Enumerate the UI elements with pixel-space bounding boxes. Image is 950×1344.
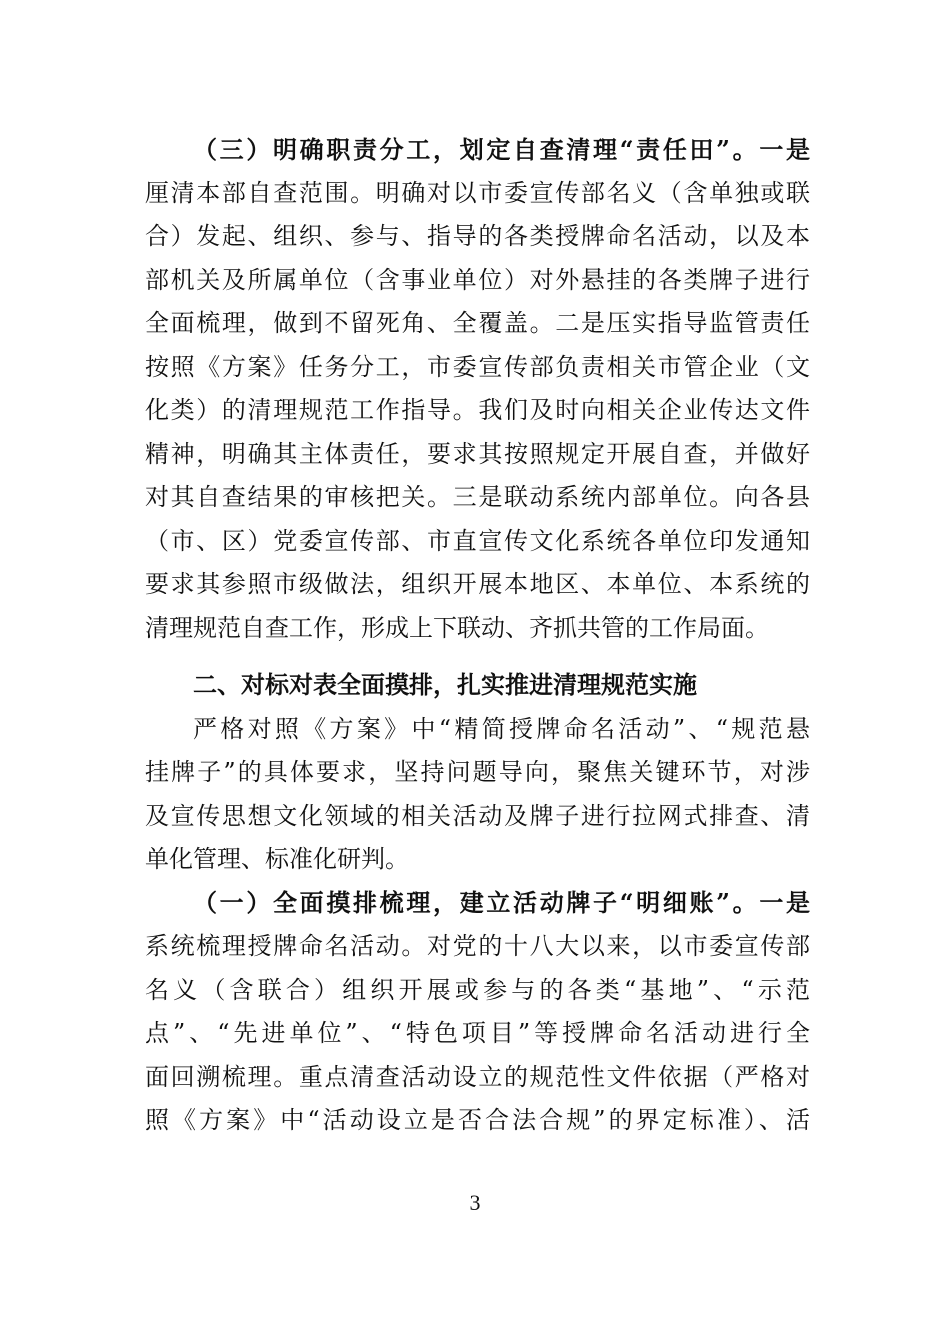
body-line: 厘清本部自查范围。明确对以市委宣传部名义（含单独或联: [145, 179, 810, 207]
body-line: 精神，明确其主体责任，要求其按照规定开展自查，并做好: [145, 440, 810, 468]
paragraph-3-heading-line: （三）明确职责分工，划定自查清理“责任田”。一是: [193, 135, 810, 164]
body-line: 按照《方案》任务分工，市委宣传部负责相关市管企业（文: [145, 353, 810, 381]
body-line: 化类）的清理规范工作指导。我们及时向相关企业传达文件: [145, 396, 810, 424]
body-line: 挂牌子”的具体要求，坚持问题导向，聚焦关键环节，对涉: [145, 758, 810, 786]
body-line: 单化管理、标准化研判。: [145, 845, 409, 873]
body-line: 点”、“先进单位”、“特色项目”等授牌命名活动进行全: [145, 1019, 810, 1047]
page-number: 3: [469, 1190, 481, 1215]
body-line: 系统梳理授牌命名活动。对党的十八大以来，以市委宣传部: [145, 932, 810, 960]
body-line: （市、区）党委宣传部、市直宣传文化系统各单位印发通知: [145, 527, 810, 555]
body-line: 及宣传思想文化领域的相关活动及牌子进行拉网式排查、清: [145, 802, 810, 830]
section-heading: 二、对标对表全面摸排，扎实推进清理规范实施: [193, 670, 697, 699]
body-line: 面回溯梳理。重点清查活动设立的规范性文件依据（严格对: [145, 1063, 810, 1091]
body-line: 对其自查结果的审核把关。三是联动系统内部单位。向各县: [145, 483, 810, 511]
body-line: 严格对照《方案》中“精简授牌命名活动”、“规范悬: [193, 715, 810, 743]
paragraph-1-heading-line: （一）全面摸排梳理，建立活动牌子“明细账”。一是: [193, 888, 810, 917]
body-line: 清理规范自查工作，形成上下联动、齐抓共管的工作局面。: [145, 614, 769, 642]
body-line: 照《方案》中“活动设立是否合法合规”的界定标准）、活: [145, 1106, 810, 1134]
body-line: 合）发起、组织、参与、指导的各类授牌命名活动，以及本: [145, 222, 810, 250]
body-line: 部机关及所属单位（含事业单位）对外悬挂的各类牌子进行: [145, 266, 810, 294]
body-line: 名义（含联合）组织开展或参与的各类“基地”、“示范: [145, 976, 810, 1004]
body-line: 全面梳理，做到不留死角、全覆盖。二是压实指导监管责任: [145, 309, 810, 337]
body-line: 要求其参照市级做法，组织开展本地区、本单位、本系统的: [145, 570, 810, 598]
